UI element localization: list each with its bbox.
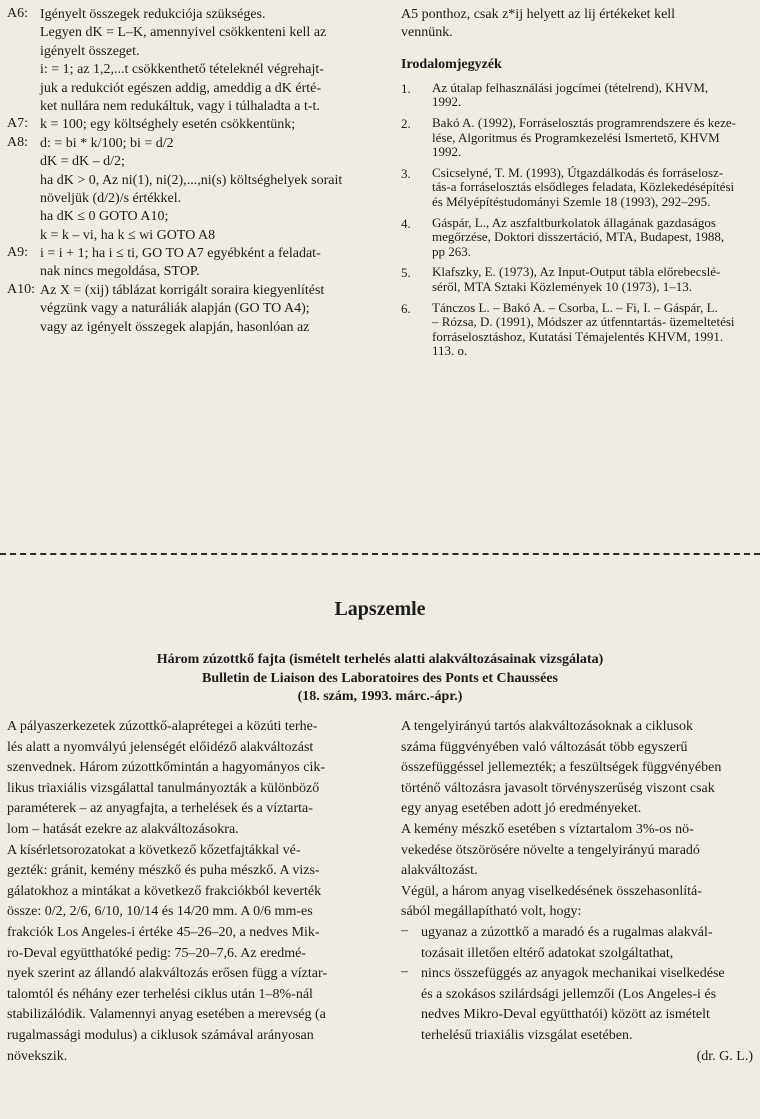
step-label: A6:: [7, 6, 28, 21]
step-line: i: = 1; az 1,2,...t csökkenthető tételeknél végrehajt-: [40, 62, 324, 78]
text-line: A kemény mészkő esetében s víztartalom 3%-os nö-: [401, 821, 694, 837]
reference-line: tás-a forráselosztás elsődleges feladata, Közlekedésépítési: [432, 179, 735, 195]
step-label: A8:: [7, 134, 28, 150]
text-line: A tengelyirányú tartós alakváltozásoknak a ciklusok: [401, 719, 693, 734]
step-line: igényelt összeget.: [40, 43, 140, 59]
reference-line: Az útalap felhasználási jogcímei (tételrend), KHVM,: [432, 79, 709, 95]
bullet-item: [401, 923, 753, 964]
step-line: i = i + 1; ha i ≤ ti, GO TO A7 egyébként a feladat-: [40, 246, 321, 262]
paragraph: [7, 841, 362, 1068]
text-line: Végül, a három anyag viselkedésének összehasonlítá-: [401, 883, 702, 899]
reference-line: Klafszky, E. (1973), Az Input-Output tábla előrebecslé-: [432, 264, 721, 280]
text-line: lom – hatását ezekre az alakváltozásokra.: [7, 821, 239, 837]
subtitle-line: Három zúzottkő fajta (ismételt terhelés alatti alakváltozásainak vizsgálata): [156, 652, 604, 667]
algorithm-step: [7, 245, 387, 282]
reference-line: megőrzése, Doktori disszertáció, MTA, Budapest, 1988,: [432, 229, 725, 245]
step-line: ket nullára nem redukáltuk, vagy i túlhaladta a t-t.: [40, 98, 320, 114]
text-line: növekszik.: [7, 1048, 68, 1064]
step-line: Az X = (xij) táblázat korrigált soraira kiegyenlítést: [40, 282, 325, 298]
step-line: dK = dK – d/2;: [40, 154, 125, 170]
text-line: össze: 0/2, 2/6, 6/10, 10/14 és 14/20 mm. A 0/6 mm-es: [7, 904, 313, 920]
text-line: nyek szerint az állandó alakváltozás erősen függ a víztar-: [7, 966, 328, 982]
text-line: vennünk.: [401, 25, 453, 41]
step-label: A10:: [7, 281, 35, 297]
references-column: [401, 6, 753, 365]
text-line: sából megállapítható volt, hogy:: [401, 904, 582, 920]
text-line: terhelésű triaxiális vizsgálat esetében.: [421, 1027, 633, 1043]
step-line: ha dK ≤ 0 GOTO A10;: [40, 209, 169, 225]
text-line: lés alatt a nyomvályú jelenségét előidéző alakváltozást: [7, 739, 314, 755]
reference-line: Gáspár, L., Az aszfaltburkolatok állagának gazdaságos: [432, 214, 716, 230]
reference-line: pp 263.: [432, 243, 471, 259]
step-line: k = k – vi, ha k ≤ wi GOTO A8: [40, 227, 216, 243]
step-line: vagy az igényelt összegek alapján, hasonlóan az: [40, 319, 310, 335]
reference-item: [401, 81, 753, 110]
step-label: A9:: [7, 245, 28, 261]
article-left-column: [7, 717, 362, 1067]
step-line: d: = bi * k/100; bi = d/2: [40, 135, 174, 151]
reference-item: [401, 216, 753, 260]
text-line: rugalmassági modulus) a ciklusok számával arányosan: [7, 1027, 314, 1043]
text-line: likus triaxiális vizsgálattal tanulmányozták a különböző: [7, 780, 320, 796]
article-right-column: [401, 717, 753, 1067]
text-line: paraméterek – az anyagfajta, a terhelések és a víztarta-: [7, 801, 313, 817]
bullet-dash: –: [401, 922, 408, 938]
reference-item: [401, 301, 753, 359]
reference-line: lése, Algoritmus és Programkezelési Ismertető, KHVM: [432, 129, 720, 145]
algorithm-step: [7, 6, 387, 116]
step-line: Legyen dK = L–K, amennyivel csökkenteni kell az: [40, 25, 327, 41]
text-line: stabilizálódik. Valamennyi anyag esetében a merevség (a: [7, 1007, 326, 1023]
reference-line: Csicselyné, T. M. (1993), Útgazdálkodás és forráselosz-: [432, 164, 724, 180]
subtitle-line: Bulletin de Liaison des Laboratoires des Ponts et Chaussées: [202, 670, 558, 686]
bullet-item: [401, 964, 753, 1046]
text-line: ro-Deval együtthatóké pedig: 75–20–7,6. Az eredmé-: [7, 945, 306, 961]
paragraph: [401, 882, 753, 923]
text-line: gezték: gránit, kemény mészkő és puha mészkő. A vizs-: [7, 863, 320, 879]
algorithm-step: [7, 135, 387, 245]
reference-line: 1992.: [432, 144, 462, 160]
subtitle-line: (18. szám, 1993. márc.-ápr.): [297, 689, 463, 704]
text-line: nedves Mikro-Deval együtthatói) között az ismételt: [421, 1007, 710, 1023]
text-line: összefüggéssel jellemezték; a feszültségek függvényében: [401, 760, 722, 776]
step-line: ha dK > 0, Az ni(1), ni(2),...,ni(s) költséghelyek sorait: [40, 172, 343, 188]
reference-line: – Rózsa, D. (1991), Módszer az útfenntartás- üzemeltetési: [432, 314, 735, 330]
reference-line: 1992.: [432, 94, 462, 110]
reference-line: Tánczos L. – Bakó A. – Csorba, L. – Fi, I. – Gáspár, L.: [432, 299, 718, 315]
text-line: frakciók Los Angeles-i értéke 45–26–20, a nedves Mik-: [7, 924, 320, 940]
text-line: vekedése ötszörösére növelte a tengelyirányú maradó: [401, 842, 700, 858]
reference-number: 2.: [401, 115, 411, 131]
algorithm-step: [7, 282, 387, 337]
continuation-text: [401, 6, 753, 43]
text-line: A kísérletsorozatokat a következő kőzetfajtákkal vé-: [7, 842, 301, 858]
step-line: k = 100; egy költséghely esetén csökkentünk;: [40, 117, 296, 133]
step-line: juk a redukciót egészen addig, ameddig a dK érté-: [40, 80, 322, 96]
text-line: történő változásra javasolt törvényszerűség viszont csak: [401, 780, 715, 796]
reference-line: Bakó A. (1992), Forráselosztás programrendszere és keze-: [432, 114, 736, 130]
algorithm-steps: [7, 6, 387, 337]
reference-line: 113. o.: [432, 343, 468, 359]
reference-number: 6.: [401, 300, 411, 316]
reference-line: forráselosztáshoz, Kutatási Témajelentés KHVM, 1991.: [432, 328, 724, 344]
reference-number: 4.: [401, 215, 411, 231]
reference-number: 5.: [401, 265, 411, 281]
paragraph: [401, 717, 753, 820]
bullet-dash: –: [401, 964, 408, 980]
paragraph: [7, 717, 362, 841]
step-line: nak nincs megoldása, STOP.: [40, 264, 200, 280]
reference-item: [401, 265, 753, 294]
author-signature: (dr. G. L.): [696, 1048, 753, 1064]
text-line: egy anyag esetében adott jó eredményeket.: [401, 801, 642, 817]
text-line: gálatokhoz a mintákat a következő frakciókból keverték: [7, 883, 322, 899]
reference-line: séről, MTA Sztaki Közlemények 10 (1973), 1–13.: [432, 278, 692, 294]
article-subtitle: [0, 651, 760, 707]
step-line: végzünk vagy a naturáliák alapján (GO TO A4);: [40, 301, 310, 317]
reference-item: [401, 116, 753, 160]
reference-number: 1.: [401, 80, 411, 96]
step-label: A7:: [7, 116, 28, 132]
section-title: Lapszemle: [334, 598, 426, 620]
text-line: A pályaszerkezetek zúzottkő-alaprétegei a közúti terhe-: [7, 719, 318, 734]
text-line: talomtól és néhány ezer terhelési ciklus után 1–8%-nál: [7, 986, 313, 1002]
text-line: A5 ponthoz, csak z*ij helyett az lij értékeket kell: [401, 7, 676, 22]
text-line: és a szokásos szilárdsági jellemzői (Los Angeles-i és: [421, 986, 717, 1002]
text-line: tozásait illetően eltérő adatokat szolgáltathat,: [421, 945, 674, 961]
reference-number: 3.: [401, 165, 411, 181]
text-line: száma függvényében való változását több egyszerű: [401, 739, 688, 755]
paragraph: [401, 820, 753, 882]
step-line: Igényelt összegek redukciója szükséges.: [40, 7, 266, 22]
text-line: nincs összefüggés az anyagok mechanikai viselkedése: [421, 966, 725, 982]
step-line: növeljük (d/2)/s értékkel.: [40, 190, 182, 206]
algorithm-step: [7, 116, 387, 134]
text-line: ugyanaz a zúzottkő a maradó és a rugalmas alakvál-: [421, 924, 713, 940]
references-heading: Irodalomjegyzék: [401, 56, 502, 72]
text-line: szenvednek. Három zúzottkőmintán a hagyományos cik-: [7, 760, 326, 776]
reference-item: [401, 166, 753, 210]
section-divider: [0, 553, 760, 555]
text-line: alakváltozást.: [401, 863, 478, 879]
reference-line: és Mélyépítéstudományi Szemle 18 (1993), 292–295.: [432, 193, 711, 209]
